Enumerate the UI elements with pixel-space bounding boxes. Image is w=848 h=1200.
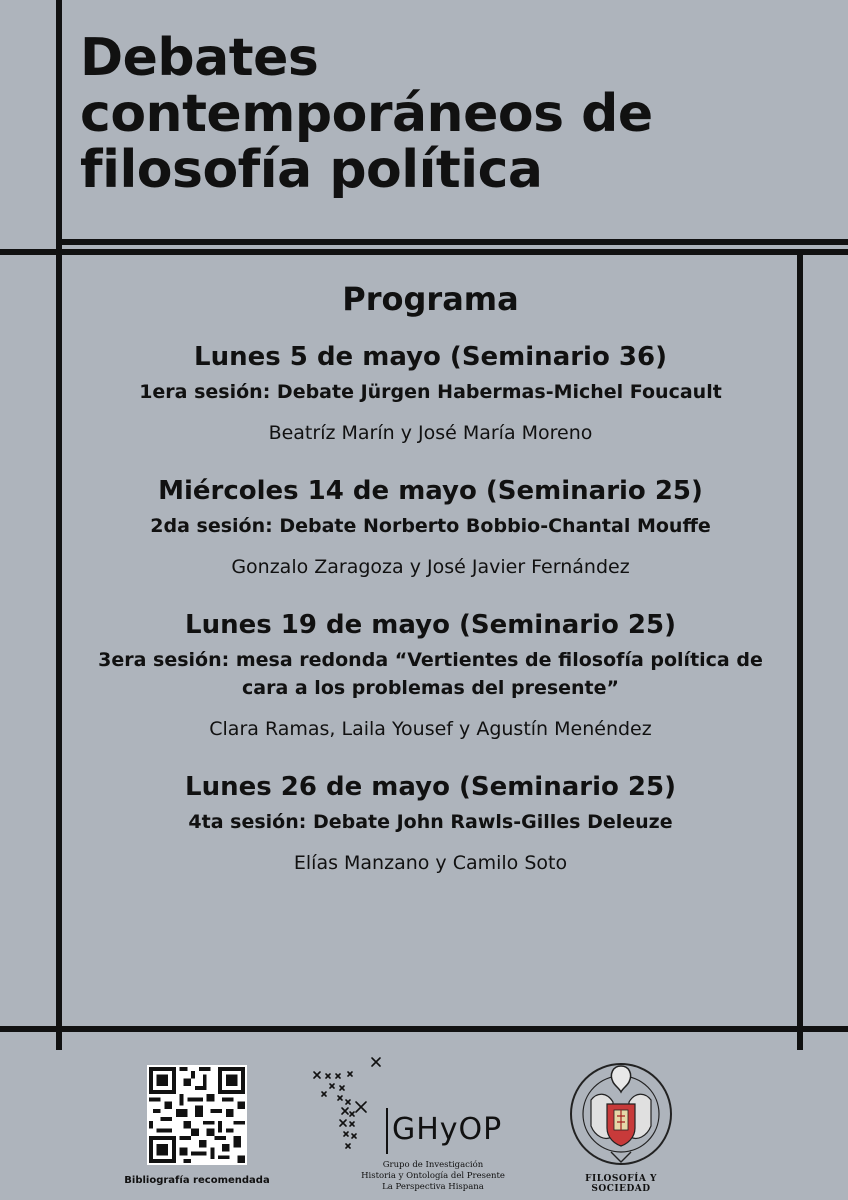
- session-date: Miércoles 14 de mayo (Seminario 25): [158, 476, 703, 506]
- session-speakers: Clara Ramas, Laila Yousef y Agustín Menéndez: [209, 718, 652, 740]
- qr-block[interactable]: [112, 1065, 282, 1186]
- session-speakers: Elías Manzano y Camilo Soto: [293, 852, 568, 874]
- session-date: Lunes 5 de mayo (Seminario 36): [194, 342, 667, 372]
- session-title: 3era sesión: mesa redonda “Vertientes de filosofía política de cara a los problemas del presente”: [98, 649, 763, 699]
- ghyop-subtitle-line: La Perspectiva Hispana: [382, 1182, 484, 1192]
- session-title: 2da sesión: Debate Norberto Bobbio-Chantal Mouffe: [150, 515, 711, 537]
- ghyop-subtitle: [328, 1160, 538, 1193]
- session-1: [62, 340, 799, 446]
- ghyop-subtitle-line: Historia y Ontología del Presente: [361, 1171, 505, 1181]
- session-speakers: Gonzalo Zaragoza y José Javier Fernández: [231, 556, 630, 578]
- program-title: Programa: [342, 280, 519, 318]
- title-line-3: filosofía política: [80, 140, 543, 200]
- session-title: 1era sesión: Debate Jürgen Habermas-Michel Foucault: [139, 381, 722, 403]
- session-date: Lunes 26 de mayo (Seminario 25): [185, 772, 676, 802]
- session-date: Lunes 19 de mayo (Seminario 25): [185, 610, 676, 640]
- frame-line-footer-top: [0, 1026, 848, 1032]
- session-title: 4ta sesión: Debate John Rawls-Gilles Deleuze: [188, 811, 673, 833]
- title-line-2: contemporáneos de: [80, 84, 653, 144]
- university-crest-icon: [561, 1052, 681, 1172]
- frame-line-program-top: [0, 249, 848, 255]
- ghyop-logo: [300, 1050, 540, 1200]
- crest-caption: FILOSOFÍA Y SOCIEDAD: [585, 1174, 657, 1194]
- poster-title: [80, 30, 820, 198]
- title-line-1: Debates: [80, 28, 319, 88]
- session-3: [62, 608, 799, 742]
- stars-icon: [300, 1050, 390, 1160]
- qr-code-icon[interactable]: [147, 1065, 247, 1165]
- session-2: [62, 474, 799, 580]
- session-speakers: Beatríz Marín y José María Moreno: [268, 422, 593, 444]
- university-crest: [556, 1050, 686, 1200]
- footer: [0, 1050, 848, 1200]
- frame-line-header-bottom: [56, 239, 848, 245]
- ghyop-name: GHyOP: [392, 1112, 503, 1147]
- ghyop-divider: [386, 1108, 388, 1154]
- program-section: [62, 270, 799, 904]
- ghyop-subtitle-line: Grupo de Investigación: [382, 1160, 484, 1170]
- session-4: [62, 770, 799, 876]
- qr-caption: Bibliografía recomendada: [124, 1175, 270, 1186]
